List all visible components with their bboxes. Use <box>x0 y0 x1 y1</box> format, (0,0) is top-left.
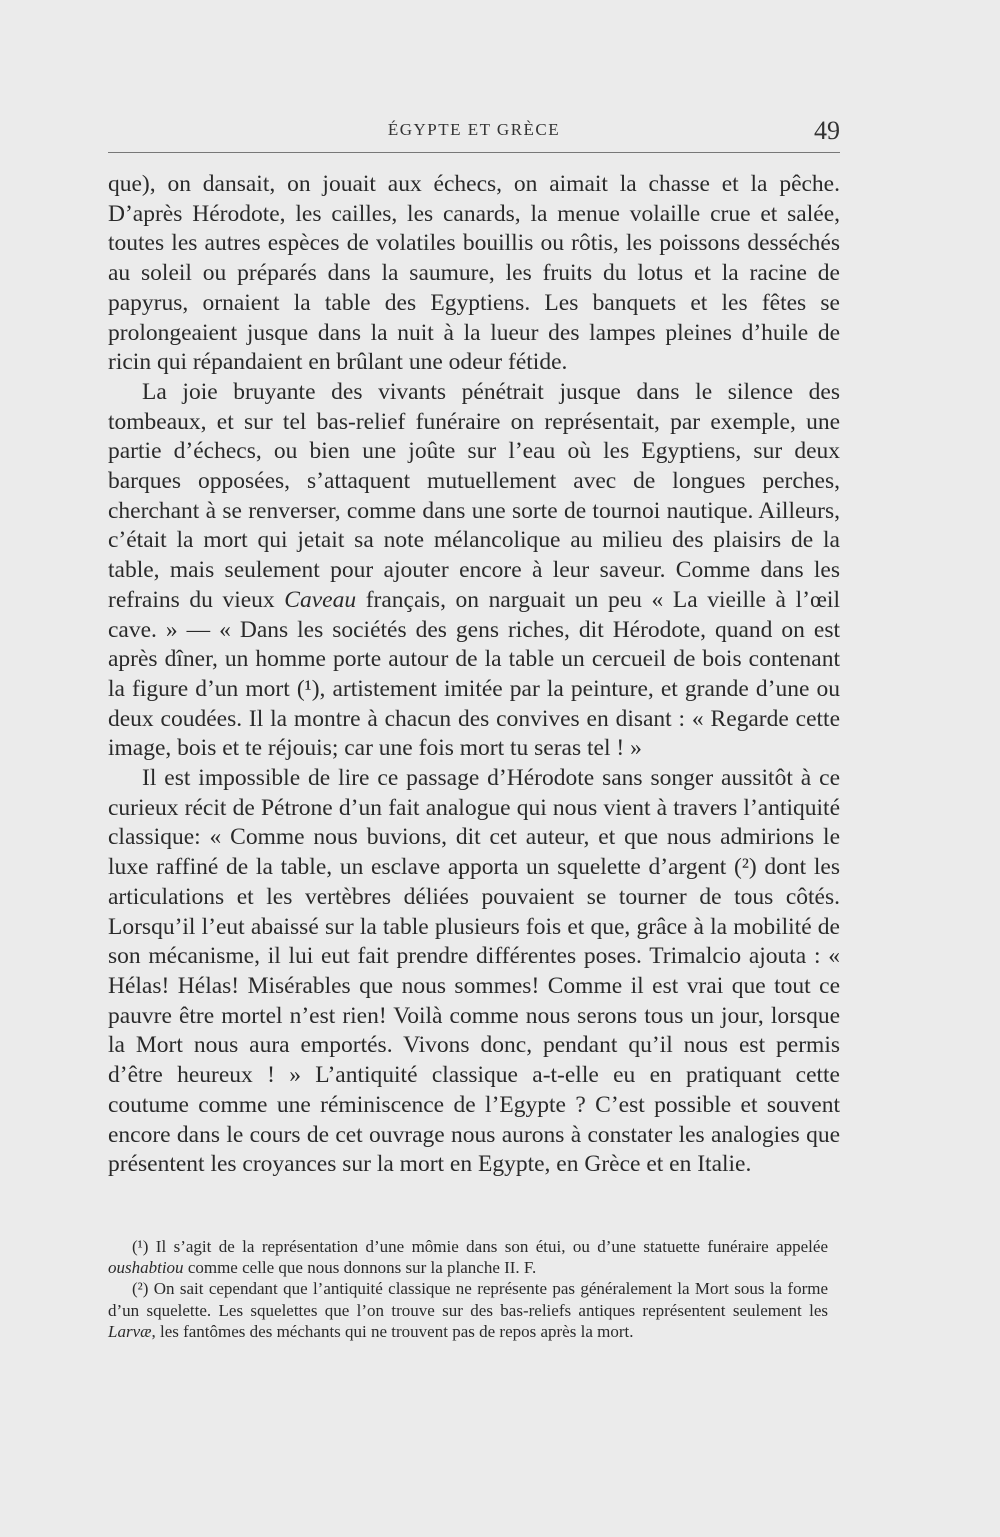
paragraph-2-text-b: français, on narguait un peu « La vieille à l’œil cave. » — « Dans les sociétés des gens riches, dit Hérodote, quand on est après dîner, un homme porte autour de la table un cercueil de bois contenant la figure d’un mort (¹), artistement imitée par la peinture, et grande d’une ou deux coudées. Il la montre à chacun des convives en disant : « Regarde cette image, bois et te réjouis; car une fois mort tu seras tel ! » <box>108 586 840 762</box>
header-rule <box>108 152 840 153</box>
paragraph-1: que), on dansait, on jouait aux échecs, on aimait la chasse et la pêche. D’après Hérodote, les cailles, les canards, la menue volaille crue et salée, toutes les autres espèces de volatiles bouillis ou rôtis, les poissons desséchés au soleil ou préparés dans la saumure, les fruits du lotus et la racine de papyrus, ornaient la table des Egyptiens. Les banquets et les fêtes se prolongeaient jusque dans la nuit à la lueur des lampes pleines d’huile de ricin qui répandaient en brûlant une odeur fétide. <box>108 171 840 376</box>
paragraph-2 <box>108 378 840 764</box>
footnote-1 <box>108 1236 828 1278</box>
paragraph-3: Il est impossible de lire ce passage d’Hérodote sans songer aussitôt à ce curieux récit de Pétrone d’un fait analogue qui nous vient à travers l’antiquité classique: « Comme nous buvions, dit cet auteur, et que nous admirions le luxe raffiné de la table, un esclave apporta un squelette d’argent (²) dont les articulations et les vertèbres déliées pouvaient se tourner de tous côtés. Lorsqu’il l’eut abaissé sur la table plusieurs fois et que, grâce à la mobilité de son mécanisme, il lui eut fait prendre différentes poses. Trimalcio ajouta : « Hélas! Hélas! Misérables que nous sommes! Comme il est vrai que tout ce pauvre être mortel n’est rien! Voilà comme nous serons tous un jour, lorsque la Mort nous aura emportés. Vivons donc, pendant qu’il nous est permis d’être heureux ! » L’antiquité classique a-t-elle eu en pratiquant cette coutume comme une réminiscence de l’Egypte ? C’est possible et souvent encore dans le cours de cet ouvrage nous aurons à constater les analogies que présentent les croyances sur la mort en Egypte, en Grèce et en Italie. <box>108 765 840 1178</box>
paragraph-2-italic: Caveau <box>284 586 357 613</box>
footnote-1-italic: oushabtiou <box>108 1258 184 1278</box>
footnote-1-text-b: comme celle que nous donnons sur la planche II. F. <box>183 1258 537 1278</box>
footnote-2-text-b: , les fantômes des méchants qui ne trouvent pas de repos après la mort. <box>151 1321 634 1341</box>
footnote-2-text-a: (²) On sait cependant que l’antiquité classique ne représente pas généralement la Mort sous la forme d’un squelette. Les squelettes que l’on trouve sur des bas-reliefs antiques représentent seulement les <box>108 1279 828 1320</box>
footnote-2 <box>108 1278 828 1342</box>
footnote-2-italic: Larvæ <box>108 1321 152 1341</box>
running-header <box>108 116 840 156</box>
main-text <box>108 170 840 1180</box>
running-title: ÉGYPTE ET GRÈCE <box>387 120 561 139</box>
footnotes <box>108 1236 828 1342</box>
page-number: 49 <box>814 116 840 145</box>
paragraph-2-text-a: La joie bruyante des vivants pénétrait jusque dans le silence des tombeaux, et sur tel bas-relief funéraire on représentait, par exemple, une partie d’échecs, ou bien une joûte sur l’eau où les Egyptiens, sur deux barques opposées, s’attaquent mutuellement avec de longues perches, cherchant à se renverser, comme dans une sorte de tournoi nautique. Ailleurs, c’était la mort qui jetait sa note mélancolique au milieu des plaisirs de la table, mais seulement pour ajouter encore à leur saveur. Comme dans les refrains du vieux <box>108 378 840 613</box>
footnote-1-text-a: (¹) Il s’agit de la représentation d’une mômie dans son étui, ou d’une statuette funéraire appelée <box>132 1237 828 1256</box>
